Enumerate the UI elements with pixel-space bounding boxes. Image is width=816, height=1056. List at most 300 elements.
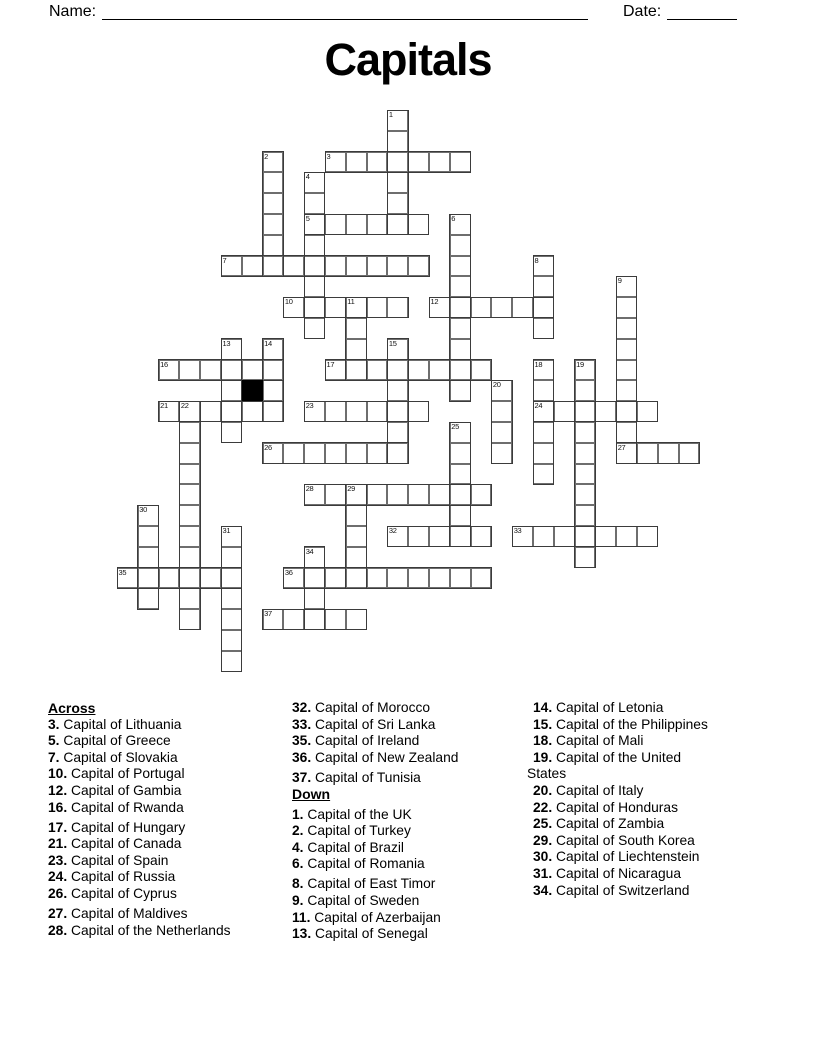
clue-text: Capital of Turkey bbox=[303, 823, 411, 839]
grid-cell[interactable] bbox=[450, 360, 471, 381]
grid-cell[interactable] bbox=[346, 256, 367, 277]
cell-number: 34 bbox=[305, 546, 314, 556]
grid-cell[interactable] bbox=[616, 422, 637, 443]
grid-cell[interactable] bbox=[387, 110, 408, 131]
grid-cell[interactable] bbox=[179, 401, 200, 422]
clue-text: Capital of Zambia bbox=[552, 816, 665, 832]
grid-cell[interactable] bbox=[450, 422, 471, 443]
clue-number: 24. bbox=[48, 869, 68, 885]
grid-cell[interactable] bbox=[304, 214, 325, 235]
grid-cell[interactable] bbox=[346, 547, 367, 568]
grid-cell[interactable] bbox=[450, 443, 471, 464]
grid-cell[interactable] bbox=[221, 568, 242, 589]
clue-number: 4. bbox=[292, 839, 304, 855]
grid-cell[interactable] bbox=[491, 422, 512, 443]
grid-cell[interactable] bbox=[387, 401, 408, 422]
grid-cell[interactable] bbox=[221, 422, 242, 443]
grid-cell[interactable] bbox=[325, 297, 346, 318]
grid-cell[interactable] bbox=[387, 443, 408, 464]
grid-cell[interactable] bbox=[304, 568, 325, 589]
grid-cell[interactable] bbox=[491, 401, 512, 422]
grid-cell[interactable] bbox=[263, 193, 284, 214]
clue-text-wrap: States bbox=[527, 766, 567, 782]
clue-line bbox=[42, 923, 286, 940]
clue-line bbox=[42, 783, 286, 800]
cell-number: 15 bbox=[388, 338, 397, 348]
clue-text: Capital of Slovakia bbox=[59, 749, 178, 765]
clue-number: 1. bbox=[292, 806, 304, 822]
grid-cell[interactable] bbox=[304, 401, 325, 422]
clue-line bbox=[42, 869, 286, 886]
grid-cell[interactable] bbox=[387, 380, 408, 401]
grid-cell[interactable] bbox=[221, 360, 242, 381]
grid-cell[interactable] bbox=[616, 318, 637, 339]
grid-cell[interactable] bbox=[429, 152, 450, 173]
clue-line bbox=[42, 820, 286, 837]
grid-cell[interactable] bbox=[159, 360, 180, 381]
grid-cell[interactable] bbox=[346, 505, 367, 526]
grid-cell[interactable] bbox=[408, 152, 429, 173]
grid-cell[interactable] bbox=[450, 152, 471, 173]
grid-cell[interactable] bbox=[304, 443, 325, 464]
grid-cell[interactable] bbox=[179, 526, 200, 547]
grid-cell[interactable] bbox=[263, 339, 284, 360]
grid-cell[interactable] bbox=[471, 297, 492, 318]
grid-cell[interactable] bbox=[616, 380, 637, 401]
cell-number: 28 bbox=[305, 484, 314, 494]
clue-text: Capital of the UK bbox=[303, 806, 412, 822]
grid-cell[interactable] bbox=[346, 297, 367, 318]
grid-cell[interactable] bbox=[200, 568, 221, 589]
grid-cell[interactable] bbox=[387, 256, 408, 277]
grid-cell[interactable] bbox=[179, 588, 200, 609]
clue-number: 9. bbox=[292, 893, 304, 909]
clue-line bbox=[527, 849, 775, 866]
grid-cell[interactable] bbox=[283, 443, 304, 464]
grid-cell[interactable] bbox=[533, 443, 554, 464]
cell-number: 10 bbox=[284, 297, 293, 307]
cell-number: 36 bbox=[284, 567, 293, 577]
grid-cell[interactable] bbox=[387, 526, 408, 547]
clue-number: 19. bbox=[533, 749, 553, 765]
grid-cell[interactable] bbox=[575, 380, 596, 401]
grid-cell[interactable] bbox=[200, 360, 221, 381]
grid-cell[interactable] bbox=[429, 526, 450, 547]
cell-number: 2 bbox=[264, 151, 268, 161]
grid-cell[interactable] bbox=[346, 443, 367, 464]
clue-column-1 bbox=[42, 700, 286, 939]
grid-cell[interactable] bbox=[554, 526, 575, 547]
grid-cell[interactable] bbox=[512, 297, 533, 318]
grid-cell[interactable] bbox=[138, 526, 159, 547]
grid-cell[interactable] bbox=[575, 422, 596, 443]
grid-cell[interactable] bbox=[533, 318, 554, 339]
grid-cell[interactable] bbox=[304, 588, 325, 609]
grid-cell[interactable] bbox=[575, 484, 596, 505]
cell-number: 6 bbox=[451, 214, 456, 223]
grid-cell[interactable] bbox=[450, 214, 471, 235]
grid-cell[interactable] bbox=[533, 401, 554, 422]
clue-line bbox=[286, 910, 527, 927]
grid-cell[interactable] bbox=[304, 276, 325, 297]
grid-cell[interactable] bbox=[616, 526, 637, 547]
grid-cell[interactable] bbox=[179, 505, 200, 526]
clue-line bbox=[527, 800, 775, 817]
grid-cell[interactable] bbox=[263, 609, 284, 630]
grid-cell[interactable] bbox=[346, 339, 367, 360]
grid-cell[interactable] bbox=[367, 401, 388, 422]
crossword-grid bbox=[117, 110, 701, 673]
grid-cell[interactable] bbox=[346, 609, 367, 630]
grid-cell[interactable] bbox=[304, 547, 325, 568]
grid-cell[interactable] bbox=[616, 360, 637, 381]
grid-cell[interactable] bbox=[658, 443, 679, 464]
grid-cell[interactable] bbox=[471, 568, 492, 589]
grid-cell[interactable] bbox=[408, 484, 429, 505]
grid-cell[interactable] bbox=[575, 526, 596, 547]
grid-cell[interactable] bbox=[387, 297, 408, 318]
clue-text: Capital of Tunisia bbox=[311, 769, 421, 785]
grid-cell[interactable] bbox=[450, 339, 471, 360]
grid-cell[interactable] bbox=[450, 256, 471, 277]
grid-cell[interactable] bbox=[138, 547, 159, 568]
grid-cell[interactable] bbox=[387, 360, 408, 381]
clue-text: Capital of Senegal bbox=[311, 926, 428, 942]
grid-cell[interactable] bbox=[533, 360, 554, 381]
grid-cell[interactable] bbox=[346, 360, 367, 381]
grid-cell[interactable] bbox=[429, 484, 450, 505]
grid-cell[interactable] bbox=[491, 443, 512, 464]
clue-number: 23. bbox=[48, 852, 68, 868]
grid-cell[interactable] bbox=[512, 526, 533, 547]
clue-text: Capital of Cyprus bbox=[67, 886, 177, 902]
clue-line bbox=[42, 766, 286, 783]
grid-cell[interactable] bbox=[325, 152, 346, 173]
grid-cell[interactable] bbox=[304, 297, 325, 318]
grid-cell[interactable] bbox=[346, 152, 367, 173]
clue-number: 37. bbox=[292, 769, 312, 785]
grid-cell[interactable] bbox=[408, 526, 429, 547]
clue-text: Capital of Canada bbox=[67, 836, 182, 852]
clue-text: Capital of Maldives bbox=[67, 906, 188, 922]
clue-text: Capital of Azerbaijan bbox=[310, 909, 441, 925]
clue-line bbox=[286, 700, 527, 717]
clue-number: 18. bbox=[533, 733, 553, 749]
grid-cell[interactable] bbox=[325, 568, 346, 589]
grid-cell[interactable] bbox=[408, 401, 429, 422]
grid-cell[interactable] bbox=[491, 297, 512, 318]
clue-number: 32. bbox=[292, 700, 312, 715]
grid-cell[interactable] bbox=[304, 484, 325, 505]
grid-cell[interactable] bbox=[221, 380, 242, 401]
grid-cell[interactable] bbox=[263, 401, 284, 422]
clue-line bbox=[286, 823, 527, 840]
grid-cell[interactable] bbox=[325, 256, 346, 277]
clue-text: Capital of Romania bbox=[303, 856, 425, 872]
grid-cell[interactable] bbox=[387, 172, 408, 193]
grid-cell[interactable] bbox=[325, 214, 346, 235]
grid-cell[interactable] bbox=[304, 318, 325, 339]
grid-cell[interactable] bbox=[304, 609, 325, 630]
clue-line bbox=[42, 717, 286, 734]
grid-cell[interactable] bbox=[450, 318, 471, 339]
cell-number: 33 bbox=[513, 526, 522, 535]
grid-cell[interactable] bbox=[325, 401, 346, 422]
grid-cell[interactable] bbox=[221, 651, 242, 672]
grid-cell[interactable] bbox=[533, 464, 554, 485]
grid-cell[interactable] bbox=[263, 360, 284, 381]
grid-cell[interactable] bbox=[408, 568, 429, 589]
grid-cell[interactable] bbox=[138, 505, 159, 526]
clue-column-3 bbox=[527, 700, 775, 899]
clue-text: Capital of Sweden bbox=[303, 893, 420, 909]
clue-number: 16. bbox=[48, 799, 68, 815]
grid-cell[interactable] bbox=[179, 547, 200, 568]
grid-cell[interactable] bbox=[429, 568, 450, 589]
grid-cell[interactable] bbox=[595, 401, 616, 422]
grid-cell[interactable] bbox=[283, 609, 304, 630]
grid-cell[interactable] bbox=[471, 484, 492, 505]
cell-number: 13 bbox=[222, 338, 231, 348]
cell-number: 26 bbox=[264, 442, 272, 452]
grid-cell[interactable] bbox=[179, 443, 200, 464]
cell-number: 9 bbox=[617, 276, 622, 286]
grid-cell[interactable] bbox=[159, 568, 180, 589]
cell-number: 31 bbox=[222, 526, 231, 535]
grid-cell[interactable] bbox=[283, 297, 304, 318]
grid-cell[interactable] bbox=[471, 360, 492, 381]
grid-cell[interactable] bbox=[159, 401, 180, 422]
clue-line bbox=[286, 840, 527, 857]
clue-text: Capital of Mali bbox=[552, 733, 644, 749]
grid-cell[interactable] bbox=[575, 464, 596, 485]
cell-number: 11 bbox=[347, 297, 355, 307]
grid-cell[interactable] bbox=[242, 401, 263, 422]
grid-cell[interactable] bbox=[387, 193, 408, 214]
grid-cell[interactable] bbox=[263, 256, 284, 277]
clue-number: 5. bbox=[48, 733, 60, 749]
grid-cell[interactable] bbox=[637, 443, 658, 464]
grid-cell[interactable] bbox=[450, 276, 471, 297]
grid-cell[interactable] bbox=[616, 401, 637, 422]
cell-number: 17 bbox=[326, 359, 335, 369]
grid-cell[interactable] bbox=[179, 609, 200, 630]
clue-line bbox=[527, 733, 775, 750]
grid-cell[interactable] bbox=[304, 172, 325, 193]
grid-cell[interactable] bbox=[450, 505, 471, 526]
grid-cell[interactable] bbox=[575, 401, 596, 422]
grid-cell[interactable] bbox=[221, 526, 242, 547]
date-write-line[interactable] bbox=[667, 1, 737, 20]
cell-number: 21 bbox=[160, 401, 168, 411]
grid-cell[interactable] bbox=[367, 360, 388, 381]
clue-number: 3. bbox=[48, 716, 60, 732]
grid-cell[interactable] bbox=[533, 380, 554, 401]
grid-cell[interactable] bbox=[221, 547, 242, 568]
cell-number: 32 bbox=[388, 526, 397, 535]
grid-cell[interactable] bbox=[408, 360, 429, 381]
grid-cell[interactable] bbox=[325, 609, 346, 630]
clue-text: Capital of Ireland bbox=[311, 733, 420, 749]
grid-cell[interactable] bbox=[450, 235, 471, 256]
clue-text: Capital of Nicaragua bbox=[552, 865, 682, 881]
cell-number: 22 bbox=[180, 401, 189, 411]
grid-cell[interactable] bbox=[221, 339, 242, 360]
cell-number: 18 bbox=[534, 359, 543, 369]
grid-cell[interactable] bbox=[533, 297, 554, 318]
grid-cell[interactable] bbox=[408, 214, 429, 235]
clue-line bbox=[286, 750, 527, 767]
grid-cell[interactable] bbox=[263, 172, 284, 193]
grid-cell[interactable] bbox=[367, 256, 388, 277]
grid-cell[interactable] bbox=[679, 443, 700, 464]
clue-text: Capital of Switzerland bbox=[552, 882, 690, 898]
grid-cell[interactable] bbox=[387, 214, 408, 235]
clue-text: Capital of East Timor bbox=[303, 876, 436, 892]
grid-cell[interactable] bbox=[346, 568, 367, 589]
grid-cell[interactable] bbox=[221, 256, 242, 277]
grid-cell[interactable] bbox=[346, 214, 367, 235]
grid-cell[interactable] bbox=[138, 568, 159, 589]
clue-text: Capital of Gambia bbox=[67, 782, 182, 798]
grid-cell[interactable] bbox=[429, 297, 450, 318]
name-write-line[interactable] bbox=[102, 1, 588, 20]
grid-cell[interactable] bbox=[179, 422, 200, 443]
clue-number: 34. bbox=[533, 882, 553, 898]
grid-cell[interactable] bbox=[367, 484, 388, 505]
grid-cell[interactable] bbox=[367, 568, 388, 589]
clue-number: 25. bbox=[533, 816, 553, 832]
grid-cell[interactable] bbox=[616, 443, 637, 464]
grid-cell[interactable] bbox=[450, 526, 471, 547]
grid-cell[interactable] bbox=[533, 422, 554, 443]
grid-cell[interactable] bbox=[471, 526, 492, 547]
grid-cell[interactable] bbox=[595, 526, 616, 547]
clue-number: 11. bbox=[292, 909, 311, 925]
grid-cell[interactable] bbox=[242, 360, 263, 381]
grid-cell[interactable] bbox=[346, 318, 367, 339]
grid-cell[interactable] bbox=[387, 339, 408, 360]
grid-cell[interactable] bbox=[138, 588, 159, 609]
grid-cell[interactable] bbox=[179, 568, 200, 589]
cell-number: 35 bbox=[118, 567, 127, 577]
clue-number: 8. bbox=[292, 876, 304, 892]
grid-cell[interactable] bbox=[367, 214, 388, 235]
grid-cell[interactable] bbox=[387, 131, 408, 152]
grid-cell[interactable] bbox=[263, 380, 284, 401]
grid-cell[interactable] bbox=[533, 526, 554, 547]
grid-cell[interactable] bbox=[533, 276, 554, 297]
grid-cell[interactable] bbox=[450, 568, 471, 589]
grid-cell[interactable] bbox=[221, 588, 242, 609]
clue-line bbox=[286, 876, 527, 893]
grid-cell[interactable] bbox=[325, 484, 346, 505]
clue-number: 7. bbox=[48, 749, 60, 765]
grid-cell[interactable] bbox=[304, 235, 325, 256]
grid-cell[interactable] bbox=[179, 464, 200, 485]
grid-cell[interactable] bbox=[242, 256, 263, 277]
clue-text: Capital of Brazil bbox=[303, 839, 404, 855]
grid-cell[interactable] bbox=[450, 484, 471, 505]
grid-cell[interactable] bbox=[367, 297, 388, 318]
down-header: Down bbox=[292, 786, 331, 803]
grid-cell[interactable] bbox=[263, 443, 284, 464]
grid-cell[interactable] bbox=[575, 547, 596, 568]
grid-cell[interactable] bbox=[408, 256, 429, 277]
clue-number: 17. bbox=[48, 819, 68, 835]
grid-cell[interactable] bbox=[575, 360, 596, 381]
clue-text: Capital of Honduras bbox=[552, 799, 678, 815]
grid-cell[interactable] bbox=[367, 443, 388, 464]
grid-cell[interactable] bbox=[637, 526, 658, 547]
grid-cell[interactable] bbox=[616, 276, 637, 297]
grid-cell[interactable] bbox=[117, 568, 138, 589]
clue-number: 35. bbox=[292, 733, 312, 749]
clue-number: 26. bbox=[48, 886, 68, 902]
grid-cell[interactable] bbox=[387, 568, 408, 589]
grid-cell[interactable] bbox=[450, 380, 471, 401]
grid-cell[interactable] bbox=[346, 401, 367, 422]
clue-text: Capital of Lithuania bbox=[59, 716, 182, 732]
grid-cell[interactable] bbox=[346, 526, 367, 547]
grid-cell[interactable] bbox=[367, 152, 388, 173]
grid-cell[interactable] bbox=[554, 401, 575, 422]
clue-line bbox=[527, 833, 775, 850]
grid-cell[interactable] bbox=[387, 484, 408, 505]
grid-cell[interactable] bbox=[221, 630, 242, 651]
grid-cell[interactable] bbox=[179, 484, 200, 505]
grid-cell[interactable] bbox=[304, 193, 325, 214]
grid-cell[interactable] bbox=[429, 360, 450, 381]
clue-number: 10. bbox=[48, 766, 68, 782]
clue-line bbox=[286, 733, 527, 750]
grid-cell[interactable] bbox=[533, 256, 554, 277]
grid-cell[interactable] bbox=[304, 256, 325, 277]
clue-number: 31. bbox=[533, 865, 553, 881]
cell-number: 7 bbox=[222, 255, 227, 265]
clue-line bbox=[286, 893, 527, 910]
grid-cell[interactable] bbox=[387, 422, 408, 443]
clue-number: 12. bbox=[48, 782, 68, 798]
clue-text: Capital of the United bbox=[552, 749, 682, 765]
clue-line bbox=[527, 816, 775, 833]
grid-cell[interactable] bbox=[450, 297, 471, 318]
grid-cell[interactable] bbox=[179, 360, 200, 381]
grid-cell[interactable] bbox=[283, 256, 304, 277]
grid-cell[interactable] bbox=[200, 401, 221, 422]
grid-cell[interactable] bbox=[491, 380, 512, 401]
grid-cell[interactable] bbox=[283, 568, 304, 589]
grid-cell[interactable] bbox=[616, 339, 637, 360]
grid-cell[interactable] bbox=[325, 443, 346, 464]
grid-cell[interactable] bbox=[575, 505, 596, 526]
grid-cell[interactable] bbox=[221, 401, 242, 422]
grid-cell[interactable] bbox=[263, 214, 284, 235]
grid-cell[interactable] bbox=[616, 297, 637, 318]
grid-cell[interactable] bbox=[325, 360, 346, 381]
clue-text: Capital of Letonia bbox=[552, 700, 664, 715]
grid-cell[interactable] bbox=[221, 609, 242, 630]
grid-cell[interactable] bbox=[263, 235, 284, 256]
grid-cell[interactable] bbox=[346, 484, 367, 505]
grid-cell[interactable] bbox=[575, 443, 596, 464]
clue-number: 30. bbox=[533, 849, 553, 865]
grid-cell[interactable] bbox=[263, 152, 284, 173]
clue-line bbox=[527, 750, 775, 767]
grid-cell[interactable] bbox=[387, 152, 408, 173]
grid-cell[interactable] bbox=[637, 401, 658, 422]
grid-cell[interactable] bbox=[450, 464, 471, 485]
